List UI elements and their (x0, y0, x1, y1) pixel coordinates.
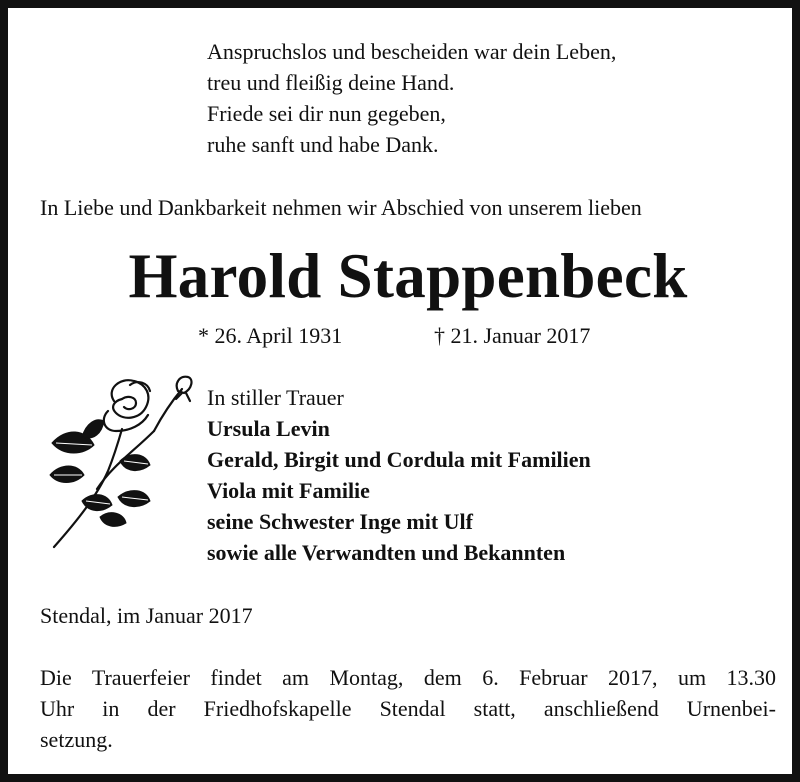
notice-line: Uhr in der Friedhofskapelle Stendal statt, anschließend Urnenbei- (40, 696, 776, 721)
rose-icon (42, 371, 200, 551)
mourner-name: Viola mit Familie (207, 478, 370, 503)
death-date: † 21. Januar 2017 (434, 323, 591, 348)
poem-line: Friede sei dir nun gegeben, (207, 101, 446, 126)
poem-line: treu und fleißig deine Hand. (207, 70, 455, 95)
mourners-block (207, 382, 591, 568)
birth-date: * 26. April 1931 (198, 323, 343, 348)
poem-line: ruhe sanft und habe Dank. (207, 132, 439, 157)
mourner-name: seine Schwester Inge mit Ulf (207, 509, 473, 534)
notice-line: Die Trauerfeier findet am Montag, dem 6. Februar 2017, um 13.30 (40, 665, 776, 690)
place-date: Stendal, im Januar 2017 (40, 603, 253, 628)
notice-line: setzung. (40, 727, 113, 752)
poem-line: Anspruchslos und bescheiden war dein Leben, (207, 39, 617, 64)
mourner-name: sowie alle Verwandten und Bekannten (207, 540, 566, 565)
mourner-name: Gerald, Birgit und Cordula mit Familien (207, 447, 591, 472)
service-notice (40, 662, 776, 755)
deceased-name: Harold Stappenbeck (128, 241, 688, 311)
mourner-name: Ursula Levin (207, 416, 330, 441)
memorial-poem (207, 36, 616, 160)
mourning-lead: In stiller Trauer (207, 385, 344, 410)
intro-text: In Liebe und Dankbarkeit nehmen wir Abschied von unserem lieben (40, 195, 642, 220)
